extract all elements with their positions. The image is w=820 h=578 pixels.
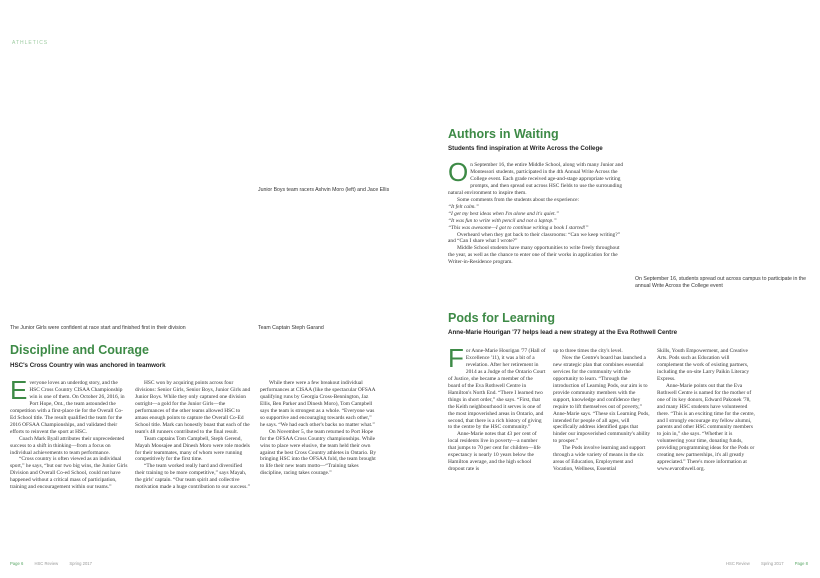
paragraph: n September 16, the entire Middle School, along with many Junior and Montessori students, participated in the 4th Annual Write Across the College event. Each grade received age-and-stage appropriate writing prompts, and then spread out across HSC fields to use the surrounding natural environment to inspire them. xyxy=(448,162,624,196)
footer-publication: HSC Review xyxy=(726,561,750,566)
student-quote: “It was fun to write with pencil and not a laptop.” xyxy=(448,217,557,224)
paragraph: Coach Mark Byall attributes their unprecedented success to a shift in thinking—from a focus on individual achievements to team performance. xyxy=(10,435,125,456)
paragraph: or Anne-Marie Hourigan '77 (Hall of Excellence '11), it was a bit of a revelation. After her retirement in 2014 as a Judge of the Ontario Court of Justice, she became a member of the board of the Eva Rothwell Centre in Hamilton's North End. “There I learned two things in short order,” she says. “First, that the Keith neighbourhood it serves is one of the most impoverished areas in Ontario, and second, that there is a rich history of giving to the centre by the HSC community.” xyxy=(448,348,546,431)
dropcap: O xyxy=(448,157,469,187)
article-title-pods: Pods for Learning xyxy=(448,311,555,325)
caption-write-across: On September 16, students spread out across campus to participate in the annual Write Across the College event xyxy=(635,276,806,289)
discipline-column-3 xyxy=(260,380,378,477)
paragraph: “Cross country is often viewed as an individual sport,” he says, “but our two big wins, the Junior Girls Division and Overall Co-ed School, could not have happened without a critical mass of participation, training and encouragement within our teams.” xyxy=(10,456,128,491)
paragraph: Anne-Marie notes that 43 per cent of local residents live in poverty—a number that jumps to 70 per cent for children—life expectancy is nearly 10 years below the Hamilton average, and the high school dropout rate is xyxy=(448,431,541,473)
footer-left xyxy=(10,561,92,566)
paragraph: “The team worked really hard and diversified their training to be more competitive,” says Mayah, the girls' captain. “Our team spirit and collective motivation made a huge contribution to our success.” xyxy=(135,463,250,491)
authors-column xyxy=(448,157,626,266)
article-subtitle-authors: Students find inspiration at Write Across the College xyxy=(448,145,603,152)
footer-page-number: Page 8 xyxy=(794,561,808,566)
paragraph: Anne-Marie points out that the Eva Rothwell Centre is named for the mother of one of its key donors, Edward Pakonek '78, and many HSC students have volunteered there. “This is an exciting time for the centre, and I strongly encourage my fellow alumni, parents and other HSC community members to join in,” she says. “Whether it is volunteering your time, donating funds, providing programming ideas for the Pods or creating new partnerships, it's all greatly appreciated.” There's more information at www.evarothwell.org. xyxy=(657,382,755,473)
section-tag: ATHLETICS xyxy=(12,40,49,46)
caption-team-captain: Team Captain Steph Garand xyxy=(258,325,324,331)
paragraph: HSC won by acquiring points across four divisions: Senior Girls, Senior Boys, Junior Girls and Junior Boys. While they only captured one division outright—a gold for the Junior Girls—the performances of the other teams allowed HSC to amass enough points to capture the Overall Co-Ed School title. Mark can honestly boast that each of the team's 48 runners contributed to the final result. xyxy=(135,380,251,435)
paragraph: up to three times the city's level. xyxy=(553,348,623,354)
paragraph: While there were a few breakout individual performances at CISAA (like the spectacular OFSAA qualifying runs by Georgia Cross-Bennington, Jaz Ellis, Ben Parker and Dinesh Moro), Tom Campbell says the team is strongest as a whole. “Everyone was so supportive and encouraging towards each other,” he says. “We had each other's backs no matter what.” xyxy=(260,380,376,428)
dropcap: E xyxy=(10,375,28,405)
paragraph: Middle School students have many opportunities to write freely throughout the year, as well as the chance to enter one of their works in application for the Writer-in-Residence program. xyxy=(448,245,620,266)
paragraph: Now the Centre's board has launched a new strategic plan that combines essential services for the community with the opportunity to learn. “Through the introduction of Learning Pods, our aim is to provide community members with the support, knowledge and confidence they require to lift themselves out of poverty,” Anne-Marie says. “These six Learning Pods, intended for people of all ages, will specifically address identified gaps that hinder our impoverished community's ability to prosper.” xyxy=(553,354,651,445)
article-title-discipline: Discipline and Courage xyxy=(10,343,149,357)
pods-column-3 xyxy=(657,348,755,473)
paragraph: Some comments from the students about the experience: xyxy=(457,196,580,203)
paragraph: Team captains Tom Campbell, Steph Gerend, Mayah Moosajee and Dinesh Moro were role models for their teammates, many of whom were running competitively for the first time. xyxy=(135,435,250,463)
pods-column-2 xyxy=(553,348,651,473)
article-title-authors: Authors in Waiting xyxy=(448,127,559,141)
right-page xyxy=(410,0,820,578)
paragraph: Skills, Youth Empowerment, and Creative Arts. Pods such as Education will complement the work of existing partners, including the on-site Larry Paikin Literacy Express. xyxy=(657,348,750,382)
discipline-column-1 xyxy=(10,375,128,491)
caption-junior-girls: The Junior Girls were confident at race start and finished first in their division xyxy=(10,325,186,331)
caption-junior-boys: Junior Boys team racers Ashvin Moro (left) and Jace Ellis xyxy=(258,187,390,193)
student-quote: “I get my best ideas when I'm alone and it's quiet.” xyxy=(448,210,559,217)
discipline-column-2 xyxy=(135,380,253,491)
paragraph: The Pods involve learning and support through a wide variety of means in the six areas of Education, Employment and Vocation, Wellness, Essential xyxy=(553,445,646,473)
student-quote: “This was awesome—I got to continue writing a book I started!” xyxy=(448,224,589,231)
article-subtitle-discipline: HSC's Cross Country win was anchored in teamwork xyxy=(10,362,166,369)
footer-right xyxy=(726,561,808,566)
student-quote: “It felt calm.” xyxy=(448,203,479,210)
paragraph: veryone loves an underdog story, and the HSC Cross Country CISAA Championship win is one of them. On October 26, 2016, in Port Hope, Ont., the team astounded the competition with a first-place tie for the Overall Co-Ed School title. The result qualified the team for the 2016 OFSAA Championships, and validated their efforts to reinvent the sport at HSC. xyxy=(10,380,125,435)
article-subtitle-pods: Anne-Marie Hourigan '77 helps lead a new strategy at the Eva Rothwell Centre xyxy=(448,329,678,336)
footer-season: Spring 2017 xyxy=(69,561,92,566)
footer-page-number: Page 6 xyxy=(10,561,24,566)
pods-column-1 xyxy=(448,343,546,473)
paragraph: On November 5, the team returned to Port Hope for the OFSAA Cross Country championships. While wins to place were elusive, the team held their own against the best Cross Country athletes in Ontario. By bringing HSC into the OFSAA fold, the team brought to life their new team motto—“Training takes discipline, racing takes courage.” xyxy=(260,428,377,477)
paragraph: Overheard when they got back to their classrooms: “Can we keep writing?” and “Can I share what I wrote?” xyxy=(448,231,621,245)
footer-season: Spring 2017 xyxy=(760,561,784,566)
footer-publication: HSC Review xyxy=(34,561,59,566)
dropcap: F xyxy=(448,343,464,373)
